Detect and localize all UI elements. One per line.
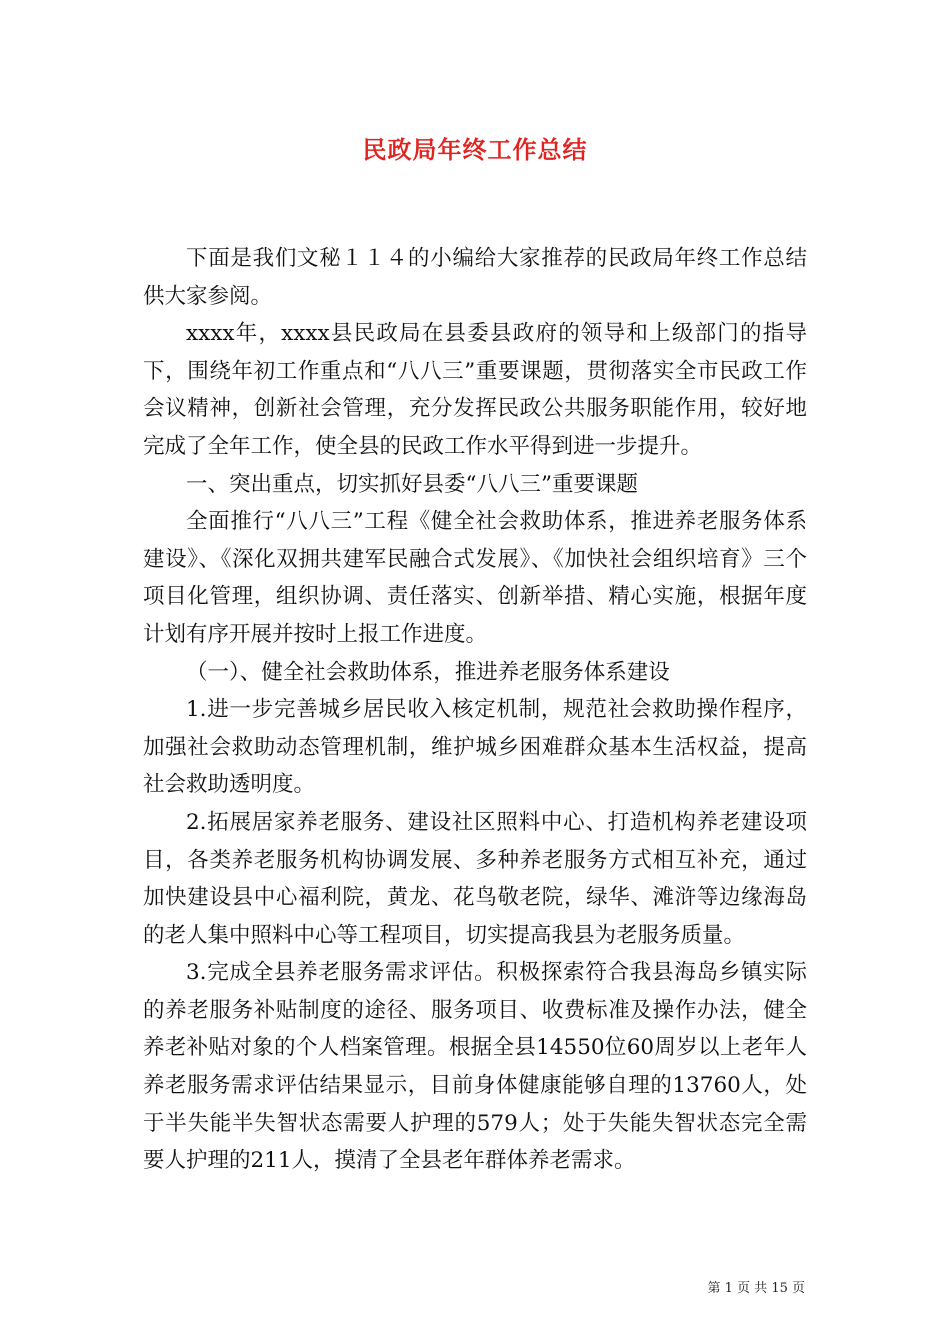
list-item-2: 2.拓展居家养老服务、建设社区照料中心、打造机构养老建设项目，各类养老服务机构协调发展、多种养老服务方式相互补充，通过加快建设县中心福利院，黄龙、花鸟敬老院，绿华、滩浒等边缘海岛的老人集中照料中心等工程项目，切实提高我县为老服务质量。 [143, 809, 807, 948]
section-heading-1: 一、突出重点，切实抓好县委“八八三”重要课题 [186, 471, 638, 497]
document-body [143, 240, 807, 1180]
list-item-1: 1.进一步完善城乡居民收入核定机制，规范社会救助操作程序，加强社会救助动态管理机制，维护城乡困难群众基本生活权益，提高社会救助透明度。 [143, 697, 807, 798]
list-item-3: 3.完成全县养老服务需求评估。积极探索符合我县海岛乡镇实际的养老服务补贴制度的途径、服务项目、收费标准及操作办法，健全养老补贴对象的个人档案管理。根据全县14550位60周岁以上老年人养老服务需求评估结果显示，目前身体健康能够自理的13760人，处于半失能半失智状态需要人护理的579人；处于失能失智状态完全需要人护理的211人，摸清了全县老年群体养老需求。 [143, 960, 807, 1174]
paragraph-overview: xxxx年，xxxx县民政局在县委县政府的领导和上级部门的指导下，围绕年初工作重点和“八八三”重要课题，贯彻落实全市民政工作会议精神，创新社会管理，充分发挥民政公共服务职能作用，较好地完成了全年工作，使全县的民政工作水平得到进一步提升。 [143, 321, 807, 459]
page-number: 第 1 页 共 15 页 [707, 1281, 805, 1296]
document-title: 民政局年终工作总结 [362, 135, 588, 164]
paragraph-project-management: 全面推行“八八三”工程《健全社会救助体系，推进养老服务体系建设》、《深化双拥共建军民融合式发展》、《加快社会组织培育》三个项目化管理，组织协调、责任落实、创新举措、精心实施，根据年度计划有序开展并按时上报工作进度。 [143, 509, 807, 647]
subsection-heading-1: （一）、健全社会救助体系，推进养老服务体系建设 [186, 659, 670, 685]
paragraph-intro: 下面是我们文秘１１４的小编给大家推荐的民政局年终工作总结供大家参阅。 [143, 246, 807, 309]
